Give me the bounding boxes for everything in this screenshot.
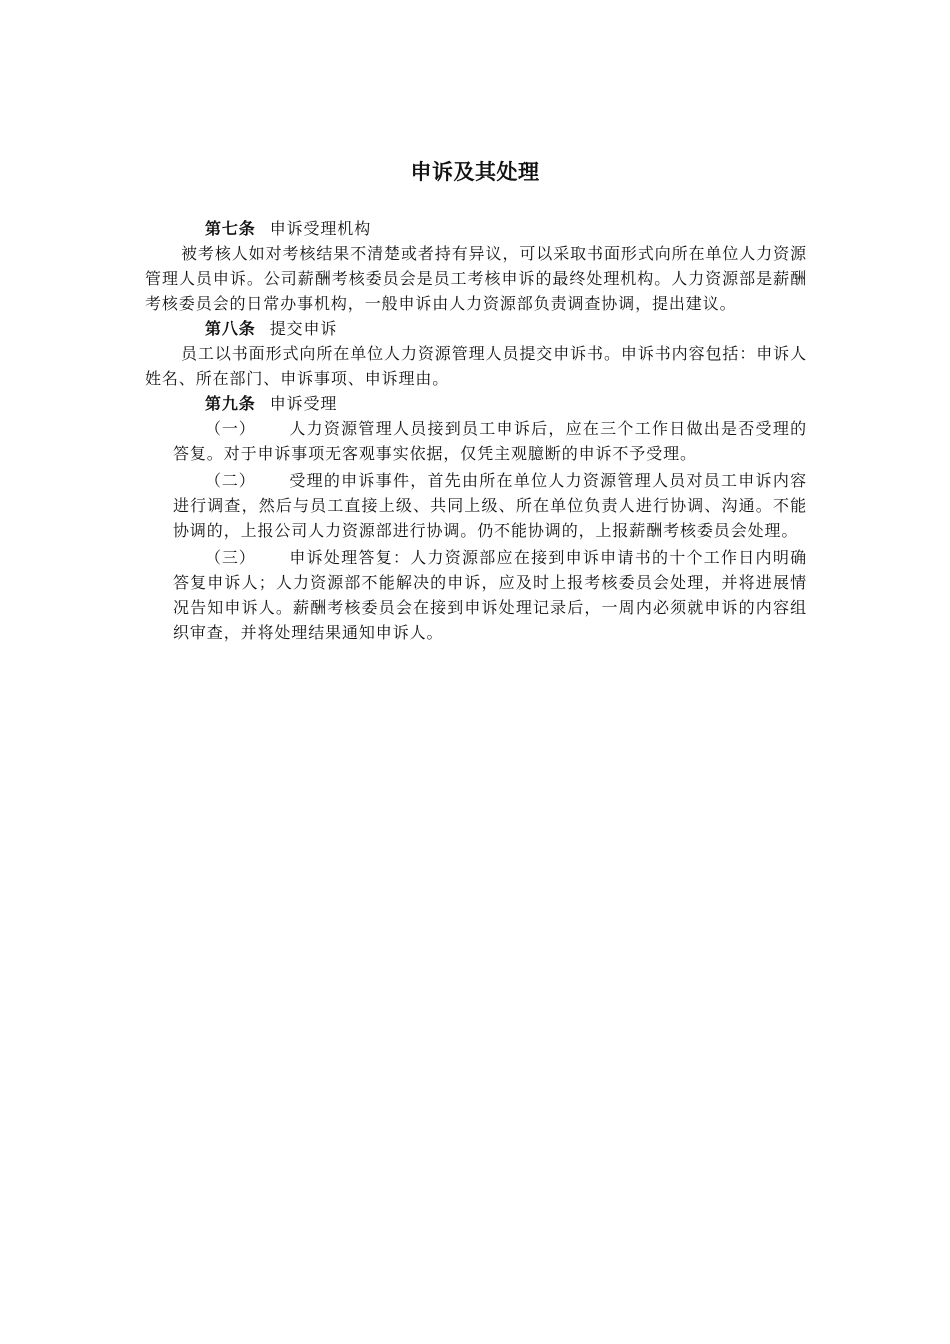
article-8-heading (145, 316, 807, 341)
document-body (145, 216, 807, 647)
article-8-label: 第八条 (205, 319, 256, 338)
article-7-paragraph: 被考核人如对考核结果不清楚或者持有异议，可以采取书面形式向所在单位人力资源管理人员申诉。公司薪酬考核委员会是员工考核申诉的最终处理机构。人力资源部是薪酬考核委员会的日常办事机构，一般申诉由人力资源部负责调查协调，提出建议。 (145, 244, 807, 313)
article-8-title: 提交申诉 (269, 319, 338, 338)
item-number: （三） (205, 548, 256, 567)
item-text: 人力资源管理人员接到员工申诉后，应在三个工作日做出是否受理的答复。对于申诉事项无客观事实依据，仅凭主观臆断的申诉不予受理。 (173, 419, 807, 463)
item-text: 申诉处理答复：人力资源部应在接到申诉申请书的十个工作日内明确答复申诉人；人力资源部不能解决的申诉，应及时上报考核委员会处理，并将进展情况告知申诉人。薪酬考核委员会在接到申诉处理记录后，一周内必须就申诉的内容组织审查，并将处理结果通知申诉人。 (173, 548, 807, 642)
article-7-title: 申诉受理机构 (269, 219, 372, 238)
article-9-heading (145, 391, 807, 416)
article-7-label: 第七条 (205, 219, 256, 238)
article-8-paragraph: 员工以书面形式向所在单位人力资源管理人员提交申诉书。申诉书内容包括：申诉人姓名、所在部门、申诉事项、申诉理由。 (145, 344, 807, 388)
article-9-item-2 (145, 468, 807, 543)
article-9-label: 第九条 (205, 394, 256, 413)
article-7-heading (145, 216, 807, 241)
article-9-title: 申诉受理 (269, 394, 338, 413)
article-9-item-1 (145, 416, 807, 466)
item-text: 受理的申诉事件，首先由所在单位人力资源管理人员对员工申诉内容进行调查，然后与员工直接上级、共同上级、所在单位负责人进行协调、沟通。不能协调的，上报公司人力资源部进行协调。仍不能协调的，上报薪酬考核委员会处理。 (173, 471, 807, 540)
article-9-item-3 (145, 545, 807, 645)
item-number: （一） (205, 419, 256, 438)
item-number: （二） (205, 471, 256, 490)
page-title: 申诉及其处理 (410, 160, 540, 184)
